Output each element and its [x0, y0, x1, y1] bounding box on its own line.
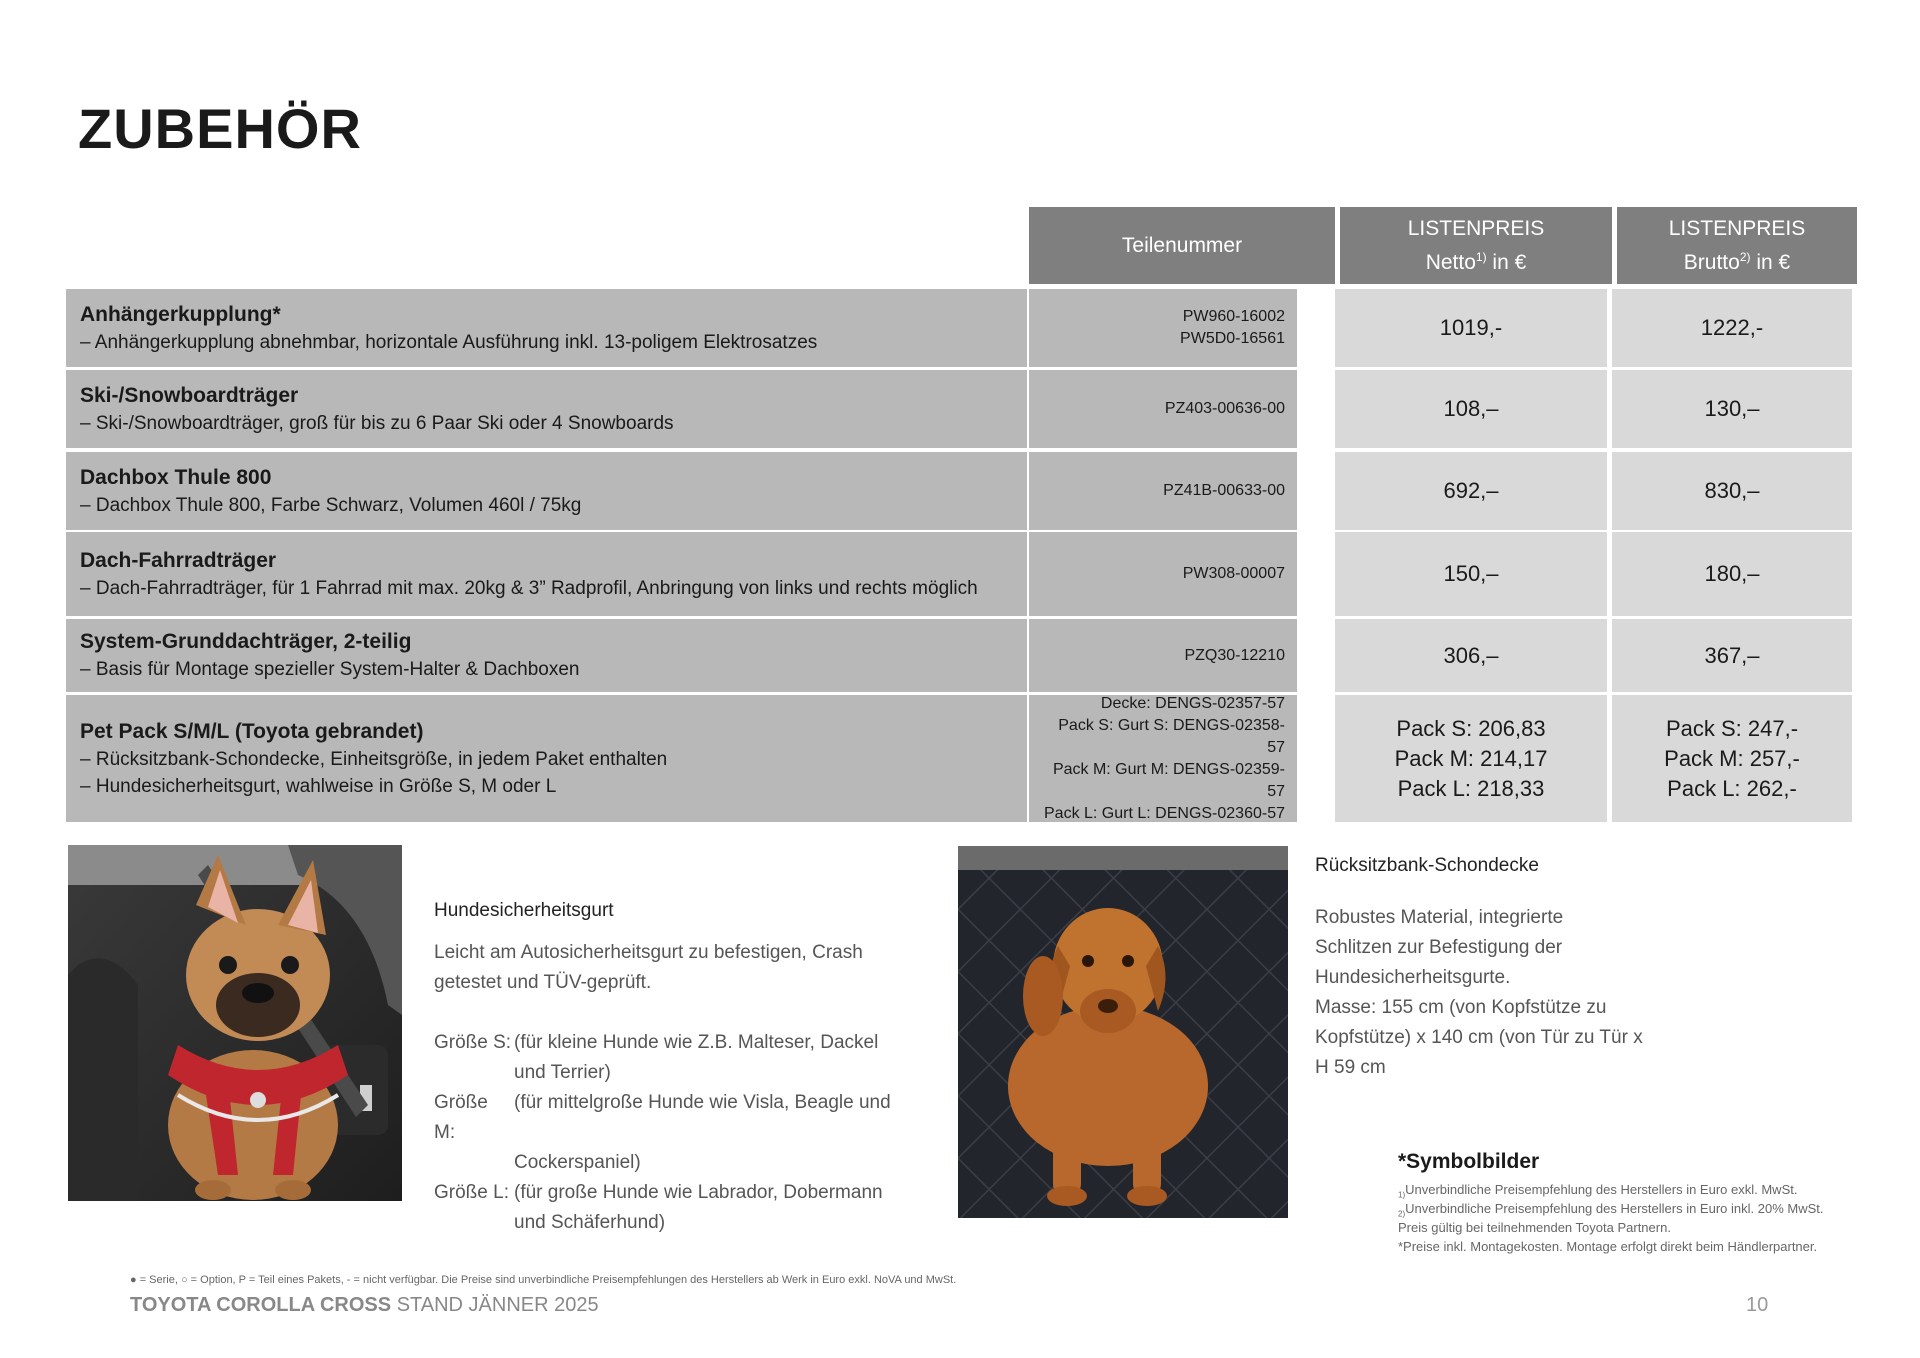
- part-number-cell: [1029, 619, 1297, 692]
- gross-price-cell-line: 830,–: [1704, 478, 1760, 503]
- table-row: [66, 695, 1852, 822]
- harness-title: Hundesicherheitsgurt: [434, 900, 614, 921]
- footnote-3: Preis gültig bei teilnehmenden Toyota Partnern.: [1398, 1220, 1671, 1235]
- size-item-continued: [434, 1208, 954, 1238]
- table-row: [66, 452, 1852, 530]
- row-description: – Rücksitzbank-Schondecke, Einheitsgröße, in jedem Paket enthalten: [80, 748, 668, 770]
- gross-price-cell-line: 130,–: [1704, 396, 1760, 421]
- row-description: – Dachbox Thule 800, Farbe Schwarz, Volumen 460l / 75kg: [80, 494, 582, 516]
- header-net-line2: Netto$^{1)}$ in €: [1425, 250, 1527, 274]
- table-row: [66, 532, 1852, 616]
- row-description-cell: [66, 532, 1027, 616]
- net-price-cell: [1335, 532, 1607, 616]
- net-price-cell-line: 306,–: [1443, 642, 1499, 668]
- net-price-cell: [1335, 370, 1607, 448]
- part-number-cell-line: PZQ30-12210: [1184, 646, 1285, 664]
- part-number-cell-line: PZ41B-00633-00: [1163, 482, 1285, 499]
- row-description-cell: [66, 289, 1027, 367]
- gross-price-cell: [1612, 370, 1852, 448]
- part-number-cell-line: PW308-00007: [1182, 565, 1285, 582]
- gross-price-cell-line: 367,–: [1704, 642, 1760, 668]
- header-net-line1: LISTENPREIS: [1407, 217, 1545, 240]
- size-text: (für große Hunde wie Labrador, Dobermann: [514, 1182, 883, 1203]
- part-number-cell-line: Pack S: Gurt S: DENGS-02358-57: [1058, 716, 1285, 756]
- page-number: 10: [1746, 1294, 1769, 1316]
- bulldog-icon: [68, 845, 402, 1201]
- size-label: Größe L:: [434, 1182, 509, 1203]
- part-number-cell-line: PW5D0-16561: [1180, 330, 1285, 347]
- net-price-cell-line: Pack L: 218,33: [1397, 775, 1545, 801]
- gross-price-cell: [1612, 619, 1852, 692]
- gross-price-cell: [1612, 695, 1852, 822]
- part-number-cell-line: Pack M: Gurt M: DENGS-02359-57: [1052, 760, 1285, 800]
- row-description: – Dach-Fahrradträger, für 1 Fahrrad mit max. 20kg & 3” Radprofil, Anbringung von links und rechts möglich: [80, 577, 978, 599]
- net-price-cell-line: 1019,-: [1439, 315, 1503, 340]
- row-title: Ski-/Snowboardträger: [80, 383, 299, 407]
- table-row: [66, 289, 1852, 367]
- part-number-cell: [1029, 370, 1297, 448]
- part-number-cell: [1029, 452, 1297, 530]
- net-price-cell-line: 150,–: [1443, 561, 1499, 586]
- header-part-number: Teilenummer: [1029, 207, 1335, 284]
- footnote-1: $_{1)}$Unverbindliche Preisempfehlung des Herstellers in Euro exkl. MwSt.: [1398, 1182, 1798, 1200]
- cover-title: Rücksitzbank-Schondecke: [1315, 855, 1539, 876]
- gross-price-cell-line: 1222,-: [1700, 315, 1764, 340]
- net-price-cell-line: 692,–: [1443, 478, 1499, 503]
- row-description: – Anhängerkupplung abnehmbar, horizontale Ausführung inkl. 13-poligem Elektrosatzes: [80, 331, 818, 353]
- row-title: Pet Pack S/M/L (Toyota gebrandet): [80, 719, 424, 743]
- harness-description: Leicht am Autosicherheitsgurt zu befestigen, Crash getestet und TÜV-geprüft. Größe S: (für kleine Hunde wie Z.B. Malteser, Dackel und Terrier) Größe M: (für mittelgroße Hunde wie Visla, Beagle und Cockerspaniel) Größe L: (für große Hunde wie Labrador, Dobermann und Schäferhund): [434, 938, 954, 1238]
- part-number-cell-line: PZ403-00636-00: [1164, 400, 1285, 417]
- part-number-cell-line: PW960-16002: [1182, 308, 1285, 325]
- cover-description: Robustes Material, integrierte Schlitzen zur Befestigung der Hundesicherheitsgurte. Masse: 155 cm (von Kopfstütze zu Kopfstütze) x 140 cm (von Tür zu Tür x H 59 cm: [1315, 907, 1643, 1078]
- part-number-cell-line: Decke: DENGS-02357-57: [1100, 694, 1285, 712]
- seat-cover-photo: [958, 846, 1288, 1218]
- net-price-cell: [1335, 289, 1607, 367]
- size-item: [434, 1028, 954, 1058]
- page-title: ZUBEHÖR: [78, 97, 362, 160]
- net-price-cell-line: Pack M: 214,17: [1394, 745, 1548, 771]
- part-number-cell-line: Pack L: Gurt L: DENGS-02360-57: [1044, 804, 1285, 822]
- harness-size-list: [434, 1028, 954, 1238]
- gross-price-cell-line: Pack S: 247,-: [1665, 715, 1799, 741]
- size-item-continued: [434, 1058, 954, 1088]
- size-item: [434, 1178, 954, 1208]
- row-title: System-Grunddachträger, 2-teilig: [80, 630, 412, 653]
- row-description-cell: [66, 695, 1027, 822]
- dog-harness-photo: [68, 845, 402, 1201]
- net-price-cell: [1335, 695, 1607, 822]
- net-price-cell-line: Pack S: 206,83: [1396, 715, 1546, 741]
- row-title: Dachbox Thule 800: [80, 465, 272, 489]
- size-text: Cockerspaniel): [514, 1152, 641, 1173]
- gross-price-cell-line: Pack M: 257,-: [1664, 745, 1800, 771]
- row-title: Dach-Fahrradträger: [80, 548, 277, 572]
- table-row: [66, 370, 1852, 448]
- gross-price-cell: [1612, 289, 1852, 367]
- size-text: und Schäferhund): [514, 1212, 666, 1233]
- table-row: [66, 619, 1852, 692]
- row-description-cell: [66, 370, 1027, 448]
- footnote-2: $_{2)}$Unverbindliche Preisempfehlung des Herstellers in Euro inkl. 20% MwSt.: [1398, 1201, 1824, 1219]
- symbol-note: *Symbolbilder: [1398, 1150, 1540, 1173]
- size-item-continued: [434, 1148, 954, 1178]
- net-price-cell: [1335, 619, 1607, 692]
- row-description-cell: [66, 452, 1027, 530]
- size-label: Größe S:: [434, 1032, 512, 1053]
- row-description: – Hundesicherheitsgurt, wahlweise in Größe S, M oder L: [80, 775, 557, 797]
- net-price-cell: [1335, 452, 1607, 530]
- header-net-price: [1340, 207, 1612, 284]
- part-number-cell: [1029, 289, 1297, 367]
- gross-price-cell: [1612, 452, 1852, 530]
- header-gross-line1: LISTENPREIS: [1668, 217, 1806, 240]
- gross-price-cell-line: Pack L: 262,-: [1667, 775, 1797, 801]
- row-description: – Ski-/Snowboardträger, groß für bis zu 6 Paar Ski oder 4 Snowboards: [80, 412, 674, 434]
- header-gross-line2: Brutto$^{2)}$ in €: [1683, 250, 1791, 274]
- dog-on-cover-icon: [958, 846, 1288, 1218]
- footer-brand: TOYOTA COROLLA CROSS STAND JÄNNER 2025: [130, 1294, 599, 1316]
- size-label: Größe M:: [434, 1092, 488, 1143]
- footnote-4: *Preise inkl. Montagekosten. Montage erfolgt direkt beim Händlerpartner.: [1398, 1239, 1818, 1254]
- part-number-cell: [1029, 695, 1297, 822]
- size-item: [434, 1088, 954, 1148]
- gross-price-cell-line: 180,–: [1704, 561, 1760, 586]
- legend: ● = Serie, ○ = Option, P = Teil eines Pakets, - = nicht verfügbar. Die Preise sind unverbindliche Preisempfehlungen des Herstellers ab Werk in Euro exkl. NoVA und MwSt.: [130, 1274, 957, 1286]
- row-description-cell: [66, 619, 1027, 692]
- row-description: – Basis für Montage spezieller System-Halter & Dachboxen: [80, 659, 580, 680]
- header-gross-price: [1617, 207, 1857, 284]
- size-text: und Terrier): [514, 1062, 611, 1083]
- size-text: (für kleine Hunde wie Z.B. Malteser, Dackel: [514, 1032, 879, 1053]
- net-price-cell-line: 108,–: [1443, 396, 1499, 421]
- row-title: Anhängerkupplung*: [80, 302, 281, 326]
- part-number-cell: [1029, 532, 1297, 616]
- gross-price-cell: [1612, 532, 1852, 616]
- size-text: (für mittelgroße Hunde wie Visla, Beagle und: [514, 1092, 891, 1113]
